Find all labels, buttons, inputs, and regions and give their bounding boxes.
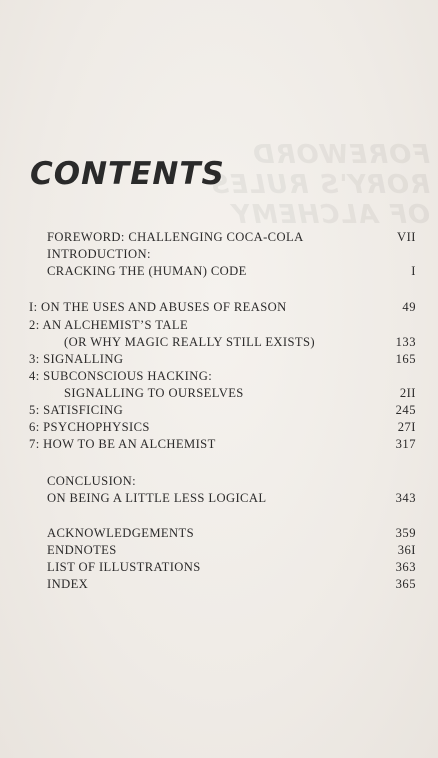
toc-entry-title: ENDNOTES [47, 543, 117, 557]
toc-entry-title: 4: SUBCONSCIOUS HACKING: [29, 369, 213, 383]
toc-entry [0, 385, 438, 402]
toc-entry-page: I [411, 264, 416, 278]
toc-entry-page: 165 [395, 352, 416, 366]
toc-entry [0, 351, 438, 368]
toc-entry [0, 263, 438, 280]
toc-entry-title: INTRODUCTION: [47, 247, 151, 261]
toc-entry-title: 3: SIGNALLING [29, 352, 124, 366]
toc-entry-title: ACKNOWLEDGEMENTS [47, 526, 195, 540]
toc-entry-page: 365 [395, 577, 416, 591]
toc-entry [0, 542, 438, 559]
toc-entry-page: 343 [395, 491, 416, 505]
toc-entry [0, 525, 438, 542]
toc-entry-title: SIGNALLING TO OURSELVES [64, 386, 244, 400]
toc-entry [0, 559, 438, 576]
toc-entry-page: 317 [395, 437, 416, 451]
toc-entry [0, 299, 438, 316]
toc-entry-page: 27I [397, 420, 416, 434]
toc-entry-title: I: ON THE USES AND ABUSES OF REASON [29, 300, 287, 314]
toc-entry [0, 576, 438, 593]
toc-entry-title: CRACKING THE (HUMAN) CODE [47, 264, 247, 278]
toc-entry-title: ON BEING A LITTLE LESS LOGICAL [47, 491, 267, 505]
bleed-through-text: FOREWORD RORY'S RULES OF ALCHEMY [209, 140, 430, 230]
toc-entry-title: INDEX [47, 577, 89, 591]
toc-entry [0, 473, 438, 490]
toc-entry-title: CONCLUSION: [47, 474, 137, 488]
toc-entry [0, 436, 438, 453]
toc-entry [0, 419, 438, 436]
toc-entry-page: 2II [399, 386, 416, 400]
toc-entry-page: 245 [395, 403, 416, 417]
page-title: CONTENTS [30, 156, 225, 192]
toc-entry-title: 7: HOW TO BE AN ALCHEMIST [29, 437, 216, 451]
toc-entry-title: 6: PSYCHOPHYSICS [29, 420, 150, 434]
toc-entry-page: 49 [402, 300, 416, 314]
toc-entry-title: 2: AN ALCHEMIST’S TALE [29, 318, 189, 332]
toc-entry [0, 368, 438, 385]
toc-entry-page: 363 [395, 560, 416, 574]
toc-entry [0, 490, 438, 507]
toc-entry [0, 402, 438, 419]
toc-entry-title: LIST OF ILLUSTRATIONS [47, 560, 201, 574]
toc-entry [0, 334, 438, 351]
toc-entry-page: 359 [395, 526, 416, 540]
toc-entry-title: (OR WHY MAGIC REALLY STILL EXISTS) [64, 335, 316, 349]
toc-entry [0, 246, 438, 263]
toc-entry-page: 36I [397, 543, 416, 557]
toc-entry [0, 317, 438, 334]
toc-entry-title: FOREWORD: CHALLENGING COCA-COLA [47, 230, 304, 244]
toc-entry-title: 5: SATISFICING [29, 403, 124, 417]
toc-entry-page: 133 [395, 335, 416, 349]
toc-entry-page: VII [397, 230, 416, 244]
toc-entry [0, 229, 438, 246]
